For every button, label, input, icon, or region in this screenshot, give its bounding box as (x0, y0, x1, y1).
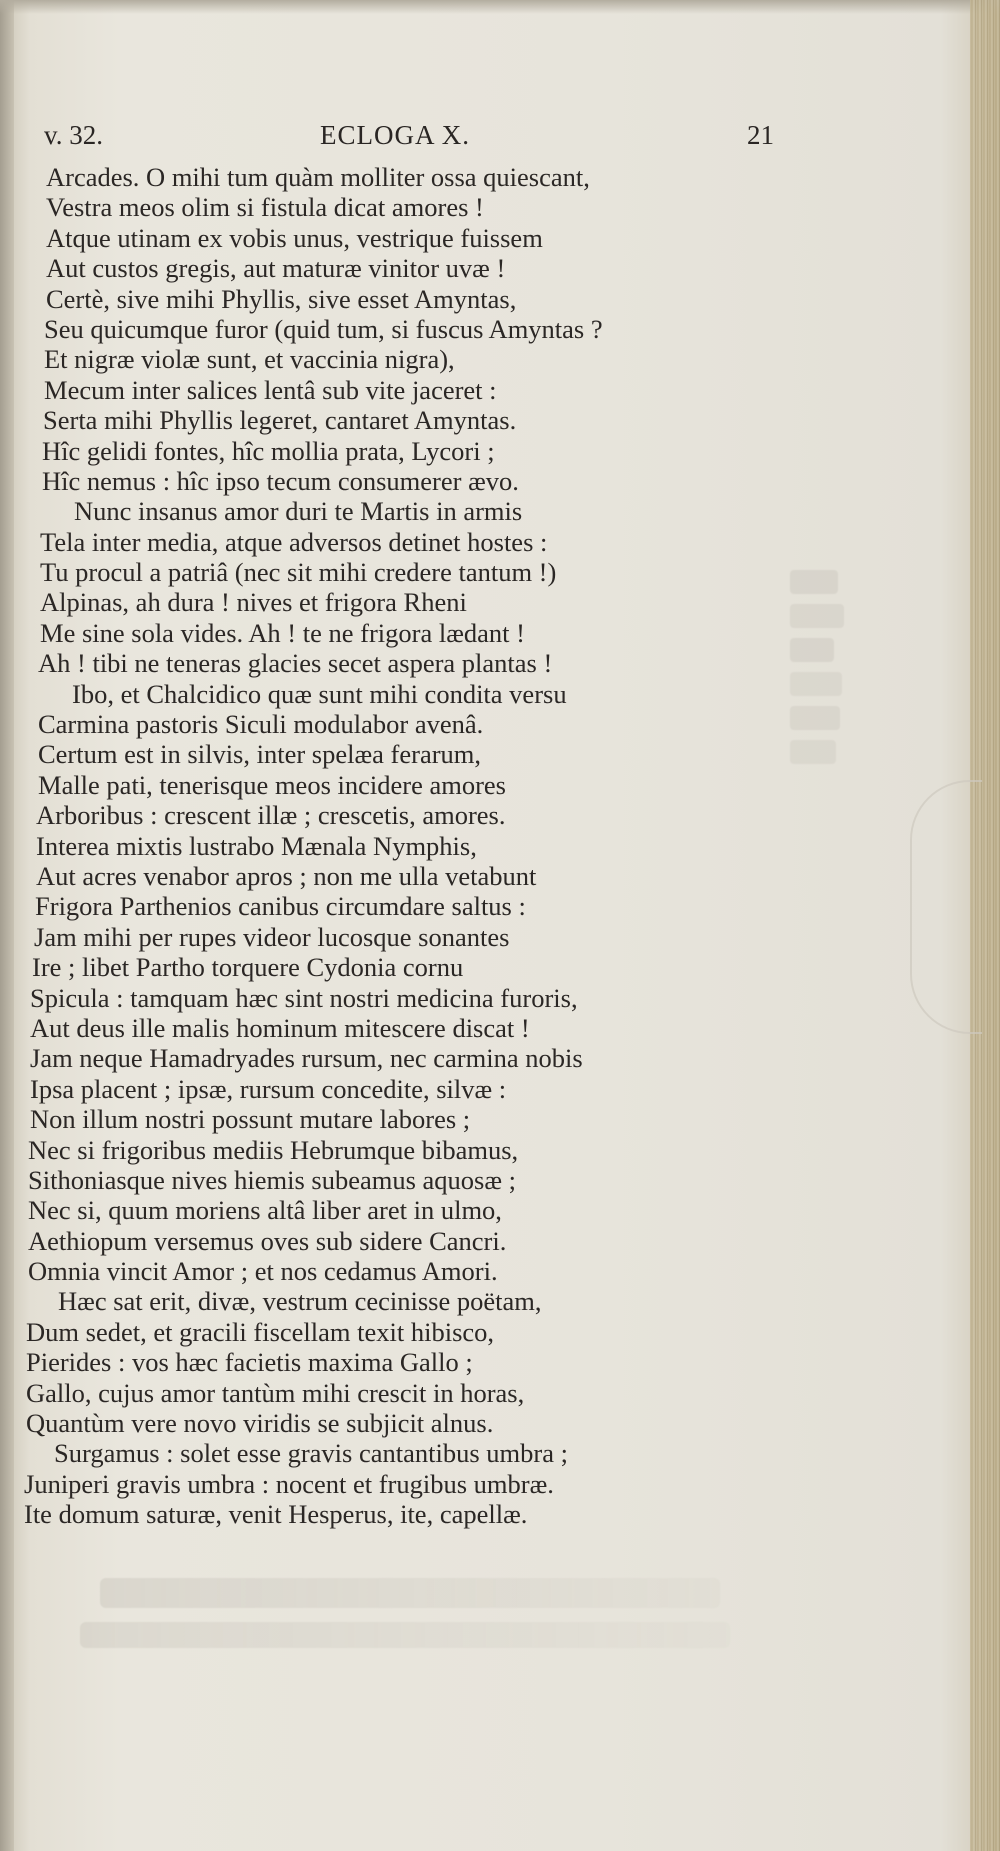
poem-line: Aut deus ille malis hominum mitescere discat ! (30, 1012, 530, 1043)
poem-line: Dum sedet, et gracili fiscellam texit hibisco, (26, 1316, 495, 1347)
poem-line: Interea mixtis lustrabo Mænala Nymphis, (36, 830, 477, 861)
poem-line: Sithoniasque nives hiemis subeamus aquosæ ; (28, 1164, 517, 1195)
poem-line: Seu quicumque furor (quid tum, si fuscus Amyntas ? (44, 313, 603, 344)
poem-line: Ah ! tibi ne teneras glacies secet aspera plantas ! (38, 648, 553, 679)
poem-line: Mecum inter salices lentâ sub vite jaceret : (44, 374, 497, 405)
poem-line: Aut acres venabor apros ; non me ulla vetabunt (36, 860, 537, 891)
poem-line: Certum est in silvis, inter spelæa ferarum, (38, 739, 482, 770)
poem-line: Vestra meos olim si fistula dicat amores ! (46, 192, 484, 223)
poem-line: Quantùm vere novo viridis se subjicit alnus. (26, 1408, 494, 1439)
poem-line: Me sine sola vides. Ah ! te ne frigora lædant ! (40, 617, 525, 648)
poem-text (0, 162, 780, 1530)
poem-line: Nec si, quum moriens altâ liber aret in ulmo, (28, 1195, 502, 1226)
poem-line: Certè, sive mihi Phyllis, sive esset Amyntas, (46, 283, 517, 314)
poem-line: Ite domum saturæ, venit Hesperus, ite, capellæ. (24, 1499, 528, 1530)
poem-line: Carmina pastoris Siculi modulabor avenâ. (38, 709, 484, 740)
poem-line: Jam neque Hamadryades rursum, nec carmina nobis (30, 1043, 583, 1074)
facing-page-show-through (790, 560, 850, 774)
poem-line: Alpinas, ah dura ! nives et frigora Rheni (40, 587, 467, 618)
header-title: ECLOGA X. (320, 120, 470, 150)
poem-line: Malle pati, tenerisque meos incidere amores (38, 769, 506, 800)
poem-line: Tu procul a patriâ (nec sit mihi credere tantum !) (40, 557, 557, 588)
poem-line: Nec si frigoribus mediis Hebrumque bibamus, (28, 1134, 519, 1165)
poem-line: Nunc insanus amor duri te Martis in armis (74, 496, 523, 527)
header-verse-number: v. 32. (44, 120, 103, 150)
poem-line: Hîc gelidi fontes, hîc mollia prata, Lycori ; (42, 435, 495, 466)
poem-line: Ibo, et Chalcidico quæ sunt mihi condita versu (72, 678, 567, 709)
poem-line: Frigora Parthenios canibus circumdare saltus : (35, 891, 526, 922)
poem-line: Hîc nemus : hîc ipso tecum consumerer ævo. (42, 465, 519, 496)
poem-line: Tela inter media, atque adversos detinet hostes : (40, 526, 548, 557)
poem-line: Spicula : tamquam hæc sint nostri medicina furoris, (30, 982, 578, 1013)
poem-line: Juniperi gravis umbra : nocent et frugibus umbræ. (24, 1468, 554, 1499)
page-curl-shadow (910, 780, 982, 1034)
poem-line: Gallo, cujus amor tantùm mihi crescit in horas, (26, 1377, 525, 1408)
poem-line: Arcades. O mihi tum quàm molliter ossa quiescant, (46, 162, 590, 192)
poem-line: Hæc sat erit, divæ, vestrum cecinisse poëtam, (58, 1286, 542, 1317)
poem-line: Pierides : vos hæc facietis maxima Gallo ; (26, 1347, 473, 1378)
poem-line: Serta mihi Phyllis legeret, cantaret Amyntas. (43, 405, 517, 436)
page-top-shadow (0, 0, 1000, 14)
poem-line: Aethiopum versemus oves sub sidere Cancri. (28, 1225, 507, 1256)
show-through-text-blur (40, 1578, 760, 1648)
poem-line: Non illum nostri possunt mutare labores ; (30, 1104, 471, 1135)
page-number: 21 (747, 120, 774, 150)
poem-line: Surgamus : solet esse gravis cantantibus umbra ; (54, 1438, 568, 1469)
poem-line: Et nigræ violæ sunt, et vaccinia nigra), (44, 344, 455, 375)
poem-line: Ipsa placent ; ipsæ, rursum concedite, silvæ : (30, 1073, 507, 1104)
poem-line: Jam mihi per rupes videor lucosque sonantes (34, 921, 510, 952)
poem-line: Arboribus : crescent illæ ; crescetis, amores. (36, 800, 506, 831)
poem-line: Omnia vincit Amor ; et nos cedamus Amori. (28, 1256, 498, 1287)
running-header (44, 120, 774, 160)
poem-line: Ire ; libet Partho torquere Cydonia cornu (32, 952, 464, 983)
poem-line: Atque utinam ex vobis unus, vestrique fuissem (46, 222, 543, 253)
poem-line: Aut custos gregis, aut maturæ vinitor uvæ ! (46, 253, 506, 284)
